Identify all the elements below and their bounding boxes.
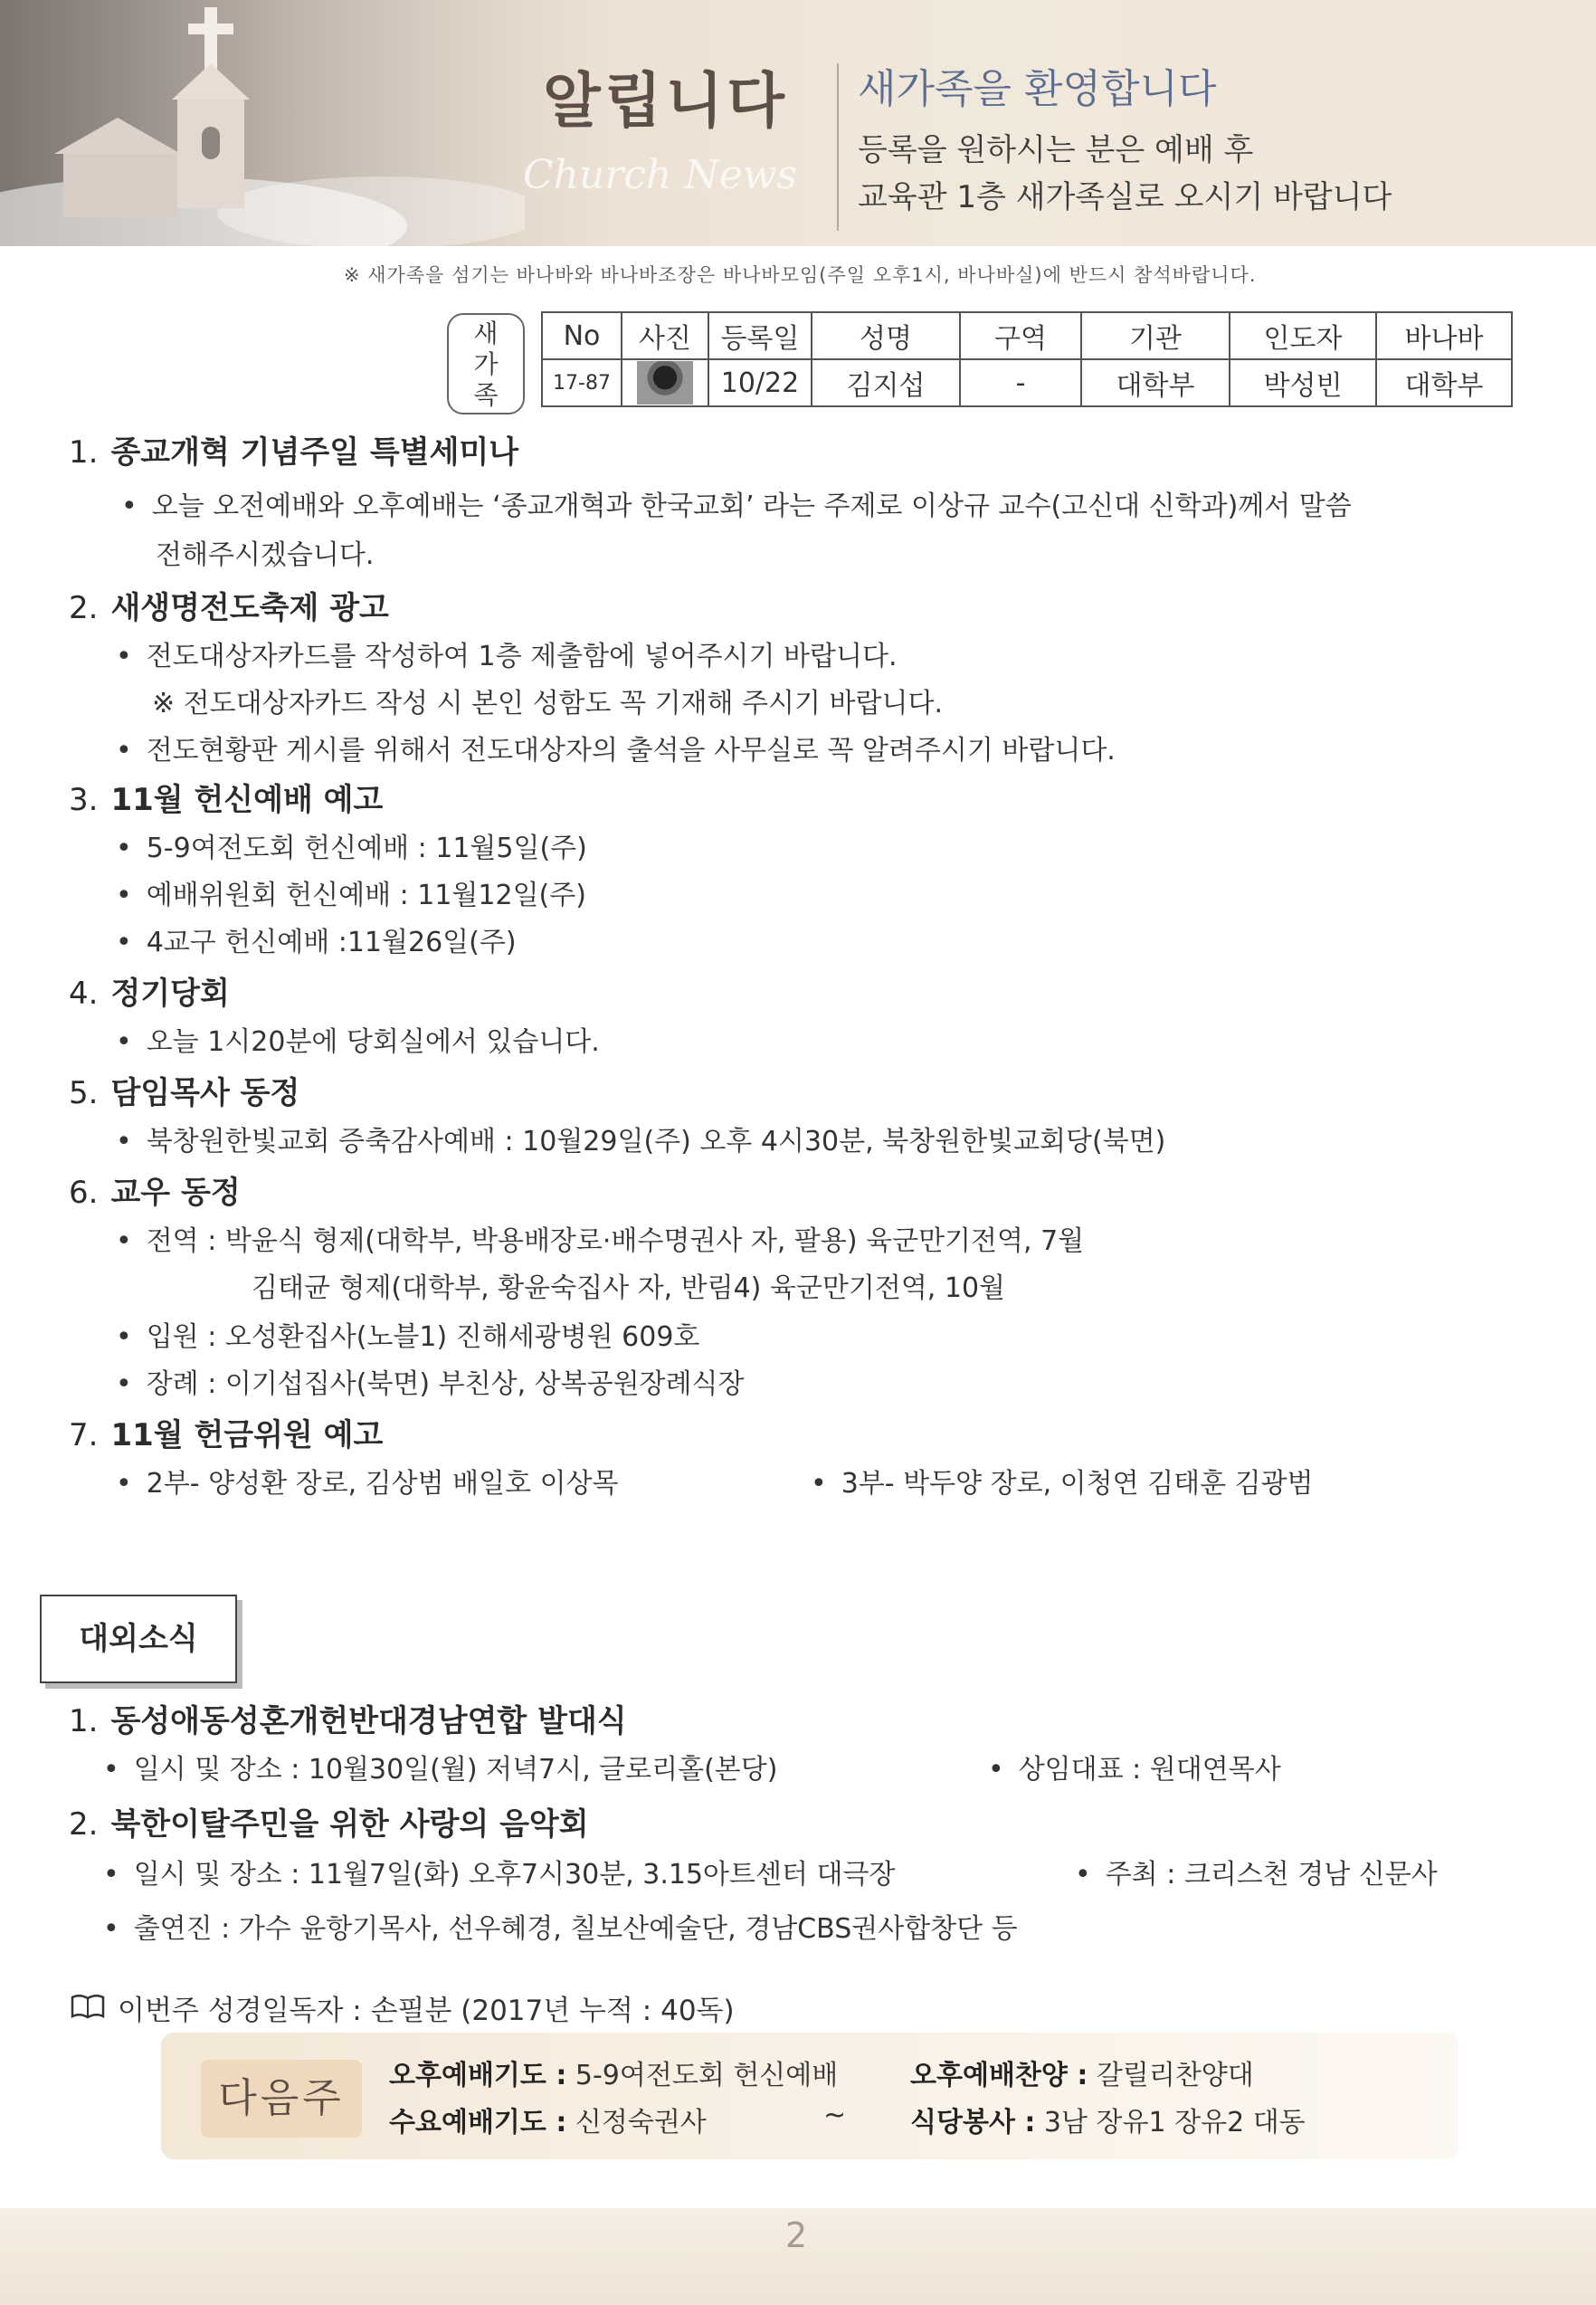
new-family-table bbox=[541, 311, 1513, 407]
list-item: • 오늘 1시20분에 당회실에서 있습니다. bbox=[116, 1019, 600, 1059]
col-photo: 사진 bbox=[622, 312, 708, 359]
list-item: 전해주시겠습니다. bbox=[156, 539, 375, 571]
page-title: 알립니다 bbox=[543, 66, 789, 136]
next-week-label: 다음주 bbox=[201, 2060, 362, 2138]
header-banner bbox=[0, 0, 1596, 246]
list-item: • 상임대표 : 원대연목사 bbox=[988, 1747, 1281, 1786]
list-item: • 북창원한빛교회 증축감사예배 : 10월29일(주) 오후 4시30분, 북창원한빛교회당(북면) bbox=[116, 1119, 1165, 1158]
col-org: 기관 bbox=[1081, 312, 1230, 359]
list-item: • 2부- 양성환 장로, 김상범 배일호 이상목 bbox=[116, 1461, 619, 1500]
welcome-info-line2: 교육관 1층 새가족실로 오시기 바랍니다 bbox=[858, 179, 1392, 215]
external-news-heading: 대외소식 bbox=[40, 1595, 237, 1683]
section-title: 3. 11월 헌신예배 예고 bbox=[69, 782, 384, 818]
list-item: • 전도현황판 게시를 위해서 전도대상자의 출석을 사무실로 꼭 알려주시기 바랍니다. bbox=[116, 728, 1116, 767]
new-family-badge: 새 가 족 bbox=[447, 313, 525, 414]
section-title: 5. 담임목사 동정 bbox=[69, 1075, 300, 1111]
col-date: 등록일 bbox=[708, 312, 812, 359]
list-item: • 전도대상자카드를 작성하여 1층 제출함에 넣어주시기 바랍니다. bbox=[116, 633, 898, 673]
section-title: 4. 정기당회 bbox=[69, 976, 230, 1012]
section-title: 6. 교우 동정 bbox=[69, 1175, 241, 1211]
section-title: 2. 북한이탈주민을 위한 사랑의 음악회 bbox=[69, 1806, 589, 1843]
list-item: • 오늘 오전예배와 오후예배는 ‘종교개혁과 한국교회’ 라는 주제로 이상규 교수(고신대 신학과)께서 말씀 bbox=[121, 483, 1352, 523]
page-subtitle: Church News bbox=[523, 152, 798, 198]
section-title: 1. 종교개혁 기념주일 특별세미나 bbox=[69, 434, 519, 471]
welcome-info-line1: 등록을 원하시는 분은 예배 후 bbox=[858, 132, 1254, 168]
church-illustration-icon bbox=[0, 0, 525, 246]
barnabas-notice: ※ 새가족을 섬기는 바나바와 바나바조장은 바나바모임(주일 오후1시, 바나바실)에 반드시 참석바랍니다. bbox=[344, 264, 1257, 286]
table-row: 17-87 10/22 김지섭 - 대학부 박성빈 대학부 bbox=[542, 359, 1512, 406]
section-title: 2. 새생명전도축제 광고 bbox=[69, 590, 389, 626]
page-number: 2 bbox=[785, 2215, 808, 2255]
list-item: • 5-9여전도회 헌신예배 : 11월5일(주) bbox=[116, 825, 587, 865]
list-item: • 4교구 헌신예배 :11월26일(주) bbox=[116, 919, 517, 959]
list-item: • 3부- 박두양 장로, 이청연 김태훈 김광범 bbox=[811, 1461, 1314, 1500]
col-district: 구역 bbox=[960, 312, 1081, 359]
list-item: • 장례 : 이기섭집사(북면) 부친상, 상복공원장례식장 bbox=[116, 1361, 745, 1401]
list-item: • 주최 : 크리스천 경남 신문사 bbox=[1075, 1852, 1438, 1891]
welcome-heading: 새가족을 환영합니다 bbox=[858, 66, 1217, 112]
col-no: No bbox=[542, 312, 622, 359]
next-wednesday-prayer: 수요예배기도 : 신정숙권사 bbox=[389, 2107, 707, 2138]
book-icon bbox=[71, 1994, 105, 2019]
table-header-row bbox=[542, 312, 1512, 359]
header-divider bbox=[837, 63, 839, 231]
tilde-mark: ~ bbox=[823, 2100, 847, 2131]
list-item: ※ 전도대상자카드 작성 시 본인 성함도 꼭 기재해 주시기 바랍니다. bbox=[152, 688, 943, 719]
col-barnabas: 바나바 bbox=[1376, 312, 1512, 359]
section-title: 7. 11월 헌금위원 예고 bbox=[69, 1417, 384, 1453]
next-afternoon-praise: 오후예배찬양 : 갈릴리찬양대 bbox=[910, 2060, 1254, 2091]
col-guide: 인도자 bbox=[1230, 312, 1376, 359]
bible-reading-note: 이번주 성경일독자 : 손필분 (2017년 누적 : 40독) bbox=[118, 1995, 735, 2027]
list-item: • 전역 : 박윤식 형제(대학부, 박용배장로·배수명권사 자, 팔용) 육군만기전역, 7월 bbox=[116, 1218, 1084, 1258]
next-afternoon-prayer: 오후예배기도 : 5-9여전도회 헌신예배 bbox=[389, 2060, 839, 2091]
next-kitchen-service: 식당봉사 : 3남 장유1 장유2 대동 bbox=[910, 2107, 1306, 2138]
section-title: 1. 동성애동성혼개헌반대경남연합 발대식 bbox=[69, 1703, 627, 1739]
list-item: • 일시 및 장소 : 11월7일(화) 오후7시30분, 3.15아트센터 대극장 bbox=[103, 1852, 895, 1891]
list-item: • 출연진 : 가수 윤항기목사, 선우혜경, 칠보산예술단, 경남CBS권사합창단 등 bbox=[103, 1906, 1018, 1946]
list-item: 김태균 형제(대학부, 황윤숙집사 자, 반림4) 육군만기전역, 10월 bbox=[252, 1272, 1006, 1304]
list-item: • 입원 : 오성환집사(노블1) 진해세광병원 609호 bbox=[116, 1314, 699, 1354]
col-name: 성명 bbox=[812, 312, 960, 359]
list-item: • 예배위원회 헌신예배 : 11월12일(주) bbox=[116, 872, 586, 912]
member-photo bbox=[637, 361, 693, 405]
list-item: • 일시 및 장소 : 10월30일(월) 저녁7시, 글로리홀(본당) bbox=[103, 1747, 777, 1786]
